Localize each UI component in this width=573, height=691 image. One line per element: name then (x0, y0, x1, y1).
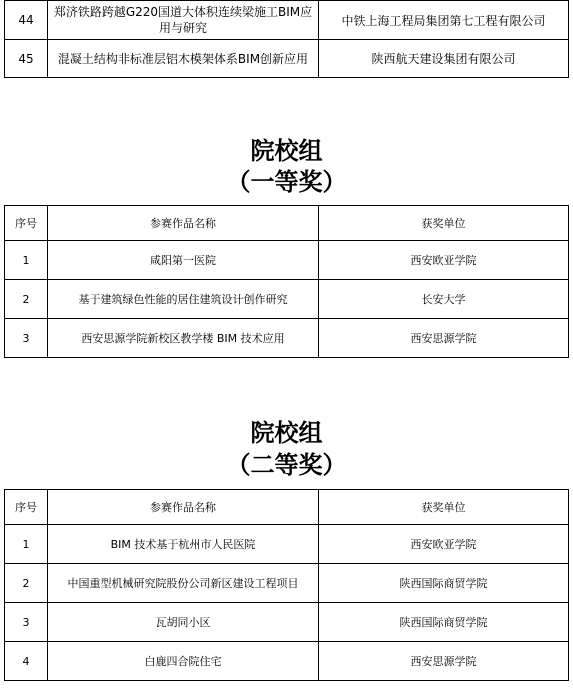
first-prize-table (4, 205, 569, 358)
project-name: 混凝土结构非标准层铝木模架体系BIM创新应用 (48, 40, 319, 78)
table-header-row (5, 490, 569, 525)
table-row (5, 564, 569, 603)
row-number: 3 (5, 603, 48, 642)
award-unit: 西安思源学院 (319, 319, 569, 358)
row-number: 4 (5, 642, 48, 681)
header-project: 参赛作品名称 (48, 206, 319, 241)
table-row (5, 525, 569, 564)
row-number: 44 (5, 1, 48, 40)
header-number: 序号 (5, 206, 48, 241)
award-unit: 西安欧亚学院 (319, 525, 569, 564)
row-number: 2 (5, 564, 48, 603)
section-title: 院校组 (250, 418, 323, 447)
table-row (5, 40, 569, 78)
row-number: 2 (5, 280, 48, 319)
header-unit: 获奖单位 (319, 490, 569, 525)
section-subtitle: （二等奖） (226, 450, 347, 479)
award-unit: 中铁上海工程局集团第七工程有限公司 (319, 1, 569, 40)
table-row (5, 1, 569, 40)
previous-awards-table (4, 0, 569, 78)
section-subtitle: （一等奖） (226, 167, 347, 196)
project-name: 白鹿四合院住宅 (48, 642, 319, 681)
table-row (5, 642, 569, 681)
table-row (5, 241, 569, 280)
header-unit: 获奖单位 (319, 206, 569, 241)
row-number: 3 (5, 319, 48, 358)
header-number: 序号 (5, 490, 48, 525)
award-unit: 陕西国际商贸学院 (319, 603, 569, 642)
row-number: 1 (5, 241, 48, 280)
table-row (5, 280, 569, 319)
table-header-row (5, 206, 569, 241)
award-unit: 西安欧亚学院 (319, 241, 569, 280)
project-name: 郑济铁路跨越G220国道大体积连续梁施工BIM应用与研究 (48, 1, 319, 40)
row-number: 45 (5, 40, 48, 78)
second-prize-table (4, 489, 569, 681)
project-name: 基于建筑绿色性能的居住建筑设计创作研究 (48, 280, 319, 319)
project-name: 中国重型机械研究院股份公司新区建设工程项目 (48, 564, 319, 603)
project-name: 瓦胡同小区 (48, 603, 319, 642)
header-project: 参赛作品名称 (48, 490, 319, 525)
award-unit: 西安思源学院 (319, 642, 569, 681)
table-row (5, 319, 569, 358)
project-name: 西安思源学院新校区教学楼 BIM 技术应用 (48, 319, 319, 358)
table-row (5, 603, 569, 642)
award-unit: 长安大学 (319, 280, 569, 319)
award-unit: 陕西国际商贸学院 (319, 564, 569, 603)
award-unit: 陕西航天建设集团有限公司 (319, 40, 569, 78)
project-name: BIM 技术基于杭州市人民医院 (48, 525, 319, 564)
section-title: 院校组 (250, 136, 323, 165)
row-number: 1 (5, 525, 48, 564)
project-name: 咸阳第一医院 (48, 241, 319, 280)
